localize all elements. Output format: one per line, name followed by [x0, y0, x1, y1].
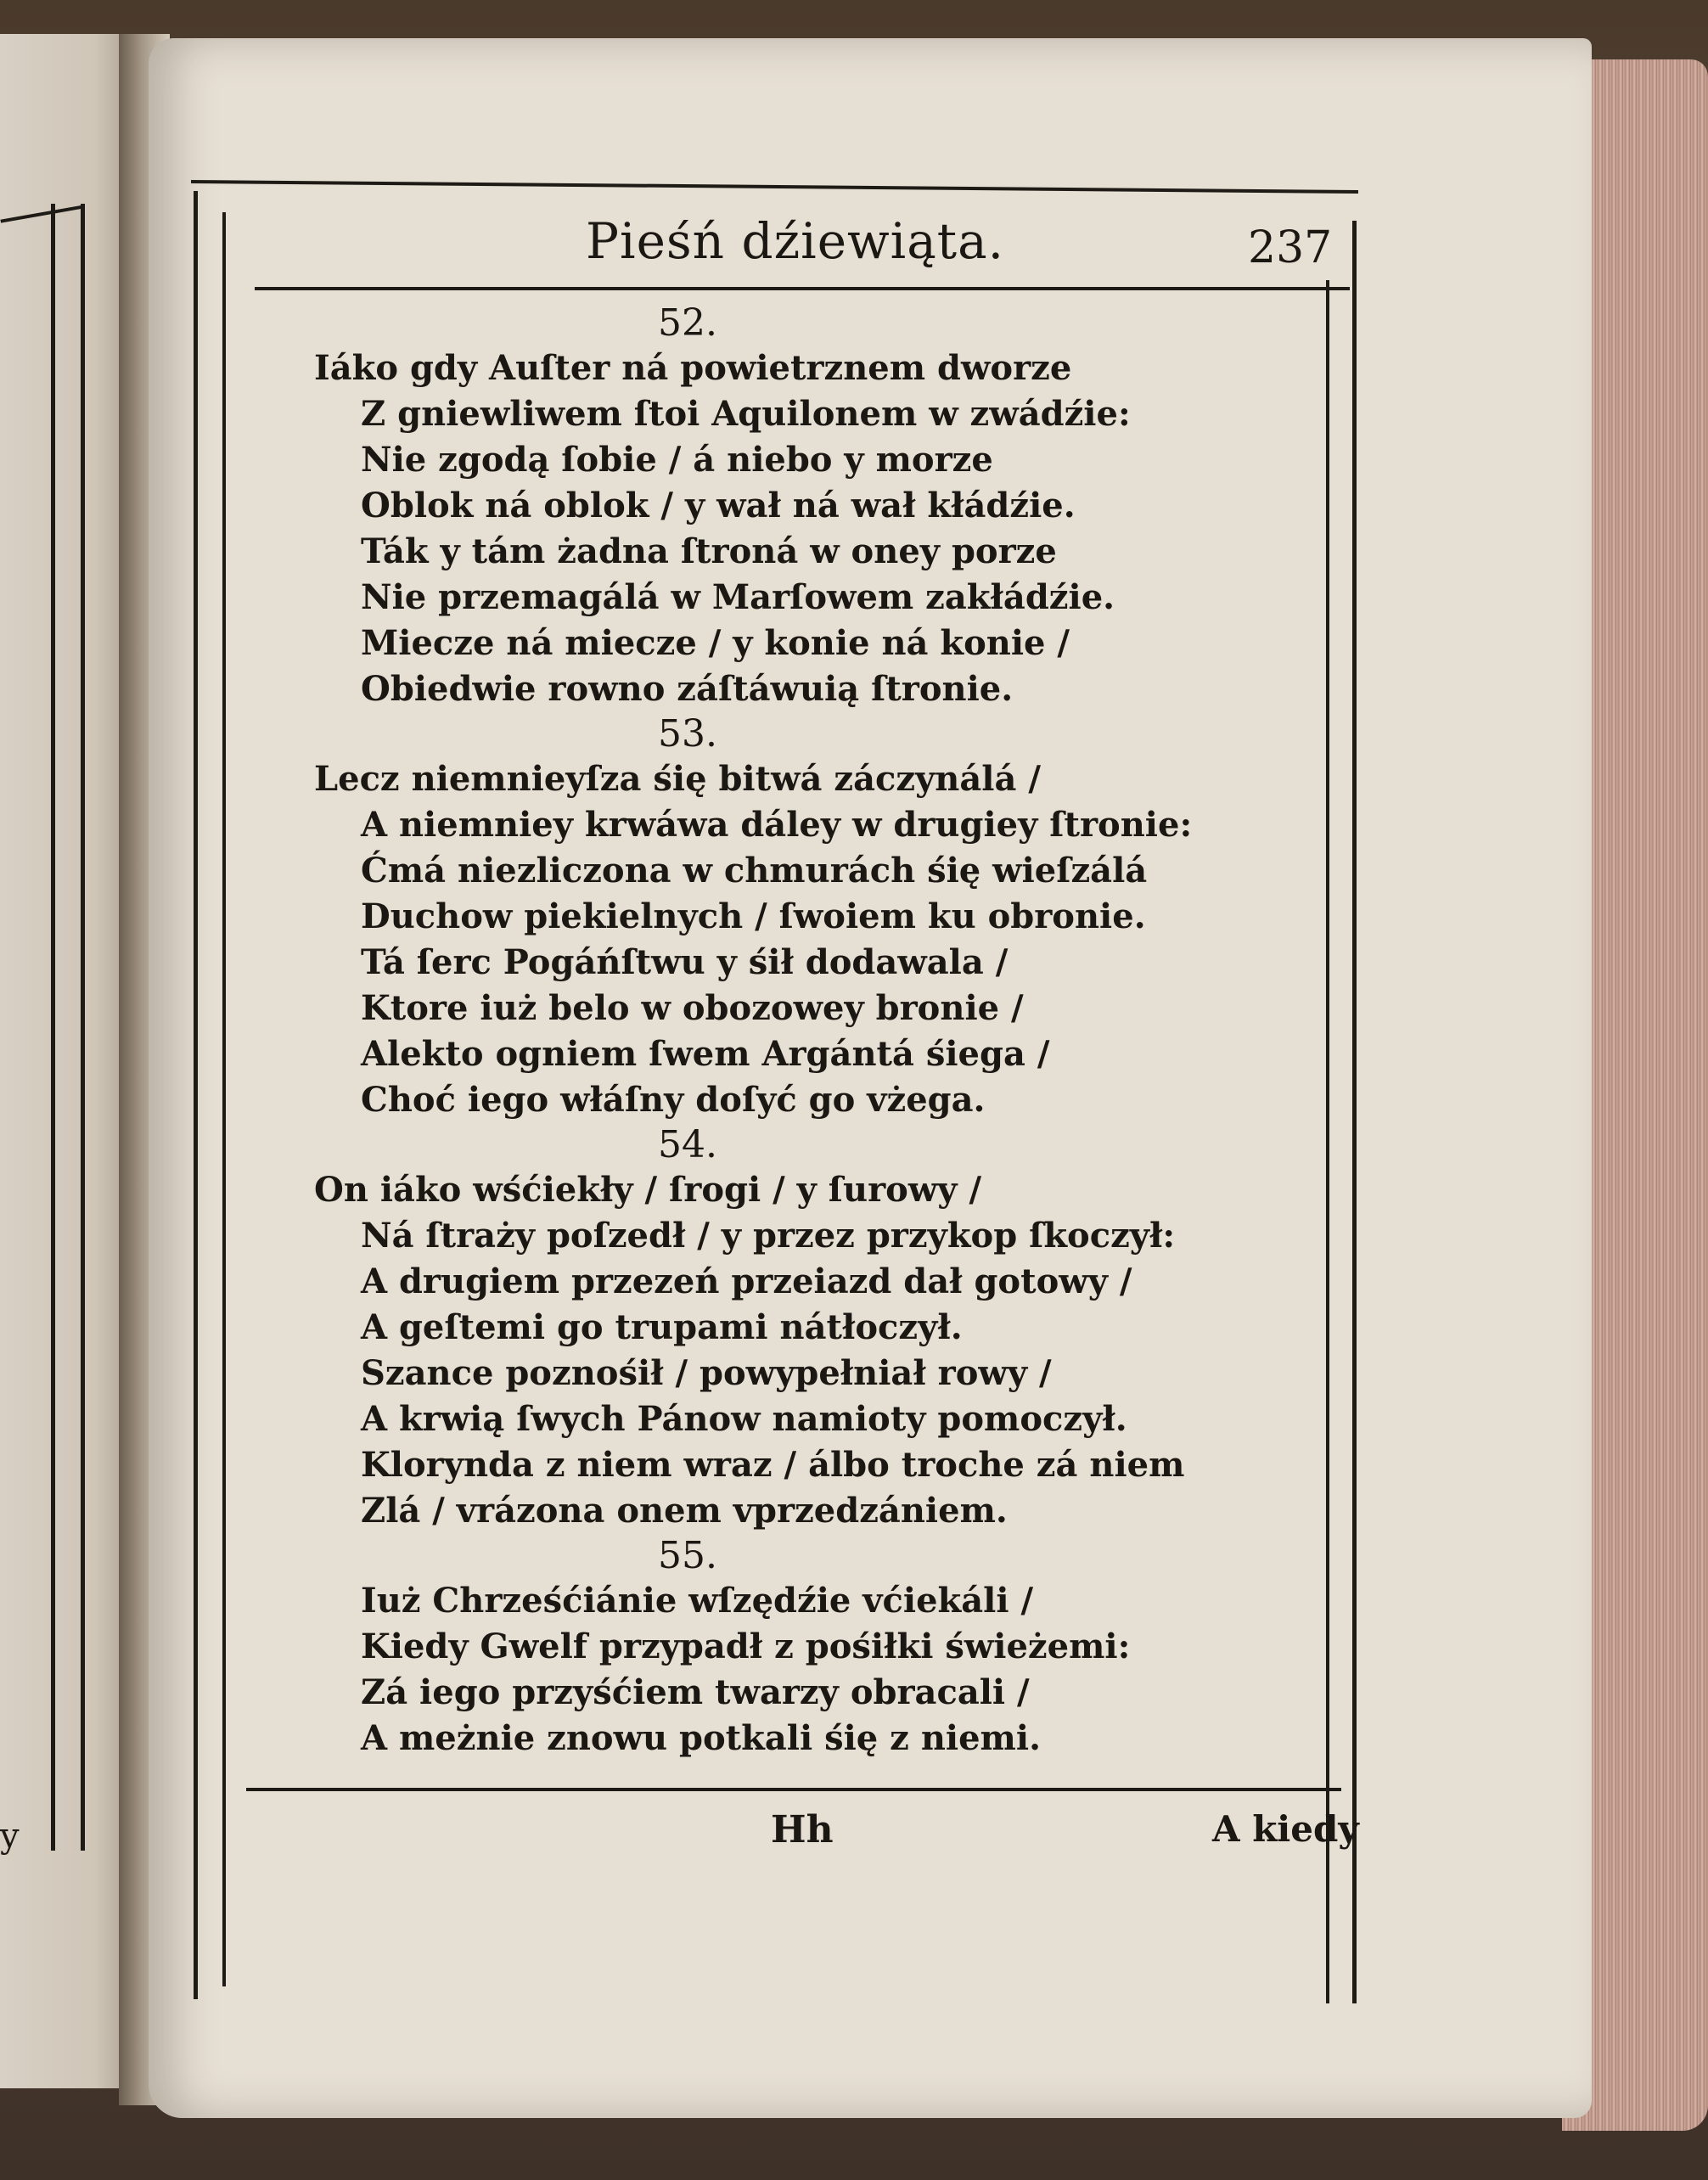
- verse-line: Nie przemagálá w Marſowem zakłádźie.: [361, 577, 1115, 617]
- left-page-head-rule: [0, 205, 84, 222]
- verse-line: Oblok ná oblok / y wał ná wał kłádźie.: [361, 486, 1076, 525]
- verse-line: Duchow piekielnych / ſwoiem ku obronie.: [361, 896, 1146, 936]
- text-block: [314, 301, 1316, 1761]
- verse-line: Choć iego włáſny doſyć go vżega.: [361, 1080, 986, 1120]
- verse-line: Szance poznośił / powypełniał rowy /: [361, 1353, 1052, 1393]
- verse-line: A geſtemi go trupami nátłoczył.: [361, 1307, 963, 1347]
- stanza: [314, 301, 1316, 712]
- signature-mark: Hh: [771, 1808, 834, 1851]
- verse-line: Miecze ná miecze / y konie ná konie /: [361, 623, 1070, 663]
- verse-line: Iáko gdy Auſter ná powietrznem dworze: [314, 348, 1072, 388]
- verse-line: A meżnie znowu potkali śię z niemi.: [361, 1718, 1041, 1758]
- verse-line: Ktore iuż belo w obozowey bronie /: [361, 988, 1024, 1028]
- stanza-number: 55.: [658, 1534, 717, 1577]
- left-page-frame-rule: [51, 204, 55, 1851]
- stanza-number: 54.: [658, 1123, 717, 1166]
- page-number: 237: [1248, 222, 1333, 273]
- verse-line: Alekto ogniem ſwem Argántá śiega /: [361, 1034, 1050, 1074]
- verse-line: Klorynda z niem wraz / álbo troche zá niem: [361, 1445, 1185, 1485]
- verse-line: Tá ſerc Pogáńſtwu y śił dodawala /: [361, 942, 1009, 982]
- verse-line: Obiedwie rowno záſtáwuią ſtronie.: [361, 669, 1014, 709]
- running-head: Pieśń dźiewiąta.: [586, 212, 1005, 270]
- footer-rule: [246, 1788, 1341, 1791]
- verse-line: Iuż Chrześćiánie wſzędźie vćiekáli /: [361, 1581, 1034, 1621]
- frame-right-inner-rule: [1326, 280, 1329, 2003]
- verse-line: Nie zgodą ſobie / á niebo y morze: [361, 440, 993, 480]
- left-page: [0, 34, 136, 2088]
- left-page-frame-rule: [81, 204, 85, 1851]
- catchword: A kiedy: [1212, 1808, 1359, 1850]
- verse-line: Zá iego przyśćiem twarzy obracali /: [361, 1672, 1030, 1712]
- stanza: [314, 1534, 1316, 1761]
- stanza-number: 53.: [658, 712, 717, 756]
- frame-right-outer-rule: [1352, 221, 1357, 2003]
- verse-line: Kiedy Gwelf przypadł z pośiłki świeżemi:: [361, 1627, 1131, 1666]
- verse-line: Z gniewliwem ſtoi Aquilonem w zwádźie:: [361, 394, 1131, 434]
- stanza: [314, 712, 1316, 1123]
- left-page-fragment: y: [0, 1817, 20, 1856]
- header-rule: [255, 287, 1350, 290]
- stanza: [314, 1123, 1316, 1534]
- frame-left-outer-rule: [194, 191, 198, 1999]
- verse-line: On iáko wśćiekły / ſrogi / y ſurowy /: [314, 1170, 982, 1210]
- verse-line: A drugiem przezeń przeiazd dał gotowy /: [361, 1261, 1132, 1301]
- frame-left-inner-rule: [222, 212, 226, 1986]
- verse-line: A krwią ſwych Pánow namioty pomoczył.: [361, 1399, 1127, 1439]
- verse-line: Zlá / vrázona onem vprzedzániem.: [361, 1491, 1008, 1531]
- verse-line: Ták y tám żadna ſtroná w oney porze: [361, 531, 1057, 571]
- verse-line: Lecz niemnieyſza śię bitwá záczynálá /: [314, 759, 1041, 799]
- verse-line: Ná ſtraży poſzedł / y przez przykop ſkoczył:: [361, 1216, 1176, 1256]
- verse-line: Ćmá niezliczona w chmurách śię wieſzálá: [361, 851, 1148, 891]
- stanza-number: 52.: [658, 301, 717, 345]
- verse-line: A niemniey krwáwa dáley w drugiey ſtronie:: [361, 805, 1193, 845]
